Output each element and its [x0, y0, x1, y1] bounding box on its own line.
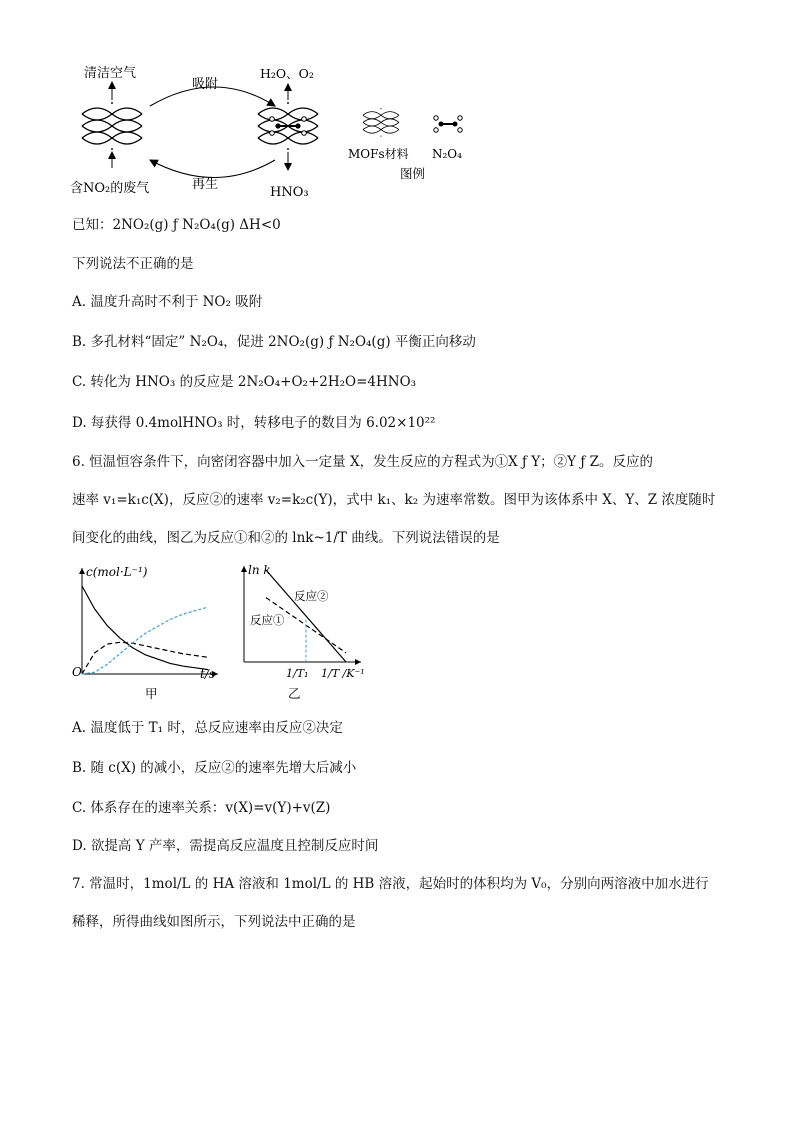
legend-mof-label: MOFs材料 [348, 147, 409, 161]
yi-tick-t1: 1/T₁ [286, 667, 309, 680]
q6-line1: 6. 恒温恒容条件下，向密闭容器中加入一定量 X，发生反应的方程式为①X ƒ Y；②Y ƒ Z。反应的 [72, 454, 654, 470]
adsorb-label: 吸附 [192, 77, 219, 92]
lnk-reciprocal-t-chart [236, 562, 371, 702]
q6-option-a: A. 温度低于 T₁ 时，总反应速率由反应②决定 [72, 720, 343, 736]
legend-title: 图例 [400, 166, 426, 181]
series-line-1 [82, 642, 208, 674]
jia-ylabel: c(mol·L⁻¹) [86, 565, 148, 579]
mof-loaded-icon [258, 102, 318, 150]
mof-left-icon [82, 102, 142, 150]
q6-option-c: C. 体系存在的速率关系：v(X)=v(Y)+v(Z) [72, 800, 331, 816]
legend-mof-icon [363, 108, 399, 137]
yi-ylabel: ln k [248, 563, 271, 577]
jia-xlabel: t/s [200, 667, 216, 681]
products-top-label: H₂O、O₂ [260, 66, 314, 81]
q6-option-b: B. 随 c(X) 的减小，反应②的速率先增大后减小 [72, 760, 357, 776]
q6-line3: 间变化的曲线，图乙为反应①和②的 lnk~1/T 曲线。下列说法错误的是 [72, 530, 500, 546]
yi-title: 乙 [288, 686, 301, 701]
q6-option-d: D. 欲提高 Y 产率，需提高反应温度且控制反应时间 [72, 838, 379, 854]
legend-n2o4-icon [434, 116, 462, 132]
waste-gas-label: 含NO₂的废气 [70, 181, 150, 196]
adsorption-regeneration-diagram [70, 60, 490, 205]
q5-option-d: D. 每获得 0.4molHNO₃ 时，转移电子的数目为 6.02×10²² [72, 415, 436, 431]
yi-xlabel: 1/T /K⁻¹ [321, 667, 365, 680]
q5-stem: 下列说法不正确的是 [72, 256, 194, 272]
series-line-0 [82, 586, 208, 670]
q5-known: 已知：2NO₂(g) ƒ N₂O₄(g) ΔH<0 [72, 217, 281, 233]
jia-title: 甲 [145, 686, 158, 701]
legend-n2o4-label: N₂O₄ [432, 147, 462, 161]
clean-air-label: 清洁空气 [84, 66, 137, 81]
q5-option-b: B. 多孔材料“固定” N₂O₄，促进 2NO₂(g) ƒ N₂O₄(g) 平衡正向移动 [72, 334, 476, 350]
jia-origin: O [72, 665, 82, 679]
regen-label: 再生 [192, 177, 219, 192]
yi-annotation-r1: 反应① [250, 613, 285, 627]
yi-annotation-r2: 反应② [294, 589, 329, 603]
q6-line2: 速率 v₁=k₁c(X)，反应②的速率 v₂=k₂c(Y)，式中 k₁、k₂ 为速率常数。图甲为该体系中 X、Y、Z 浓度随时 [72, 492, 716, 508]
q7-line1: 7. 常温时，1mol/L 的 HA 溶液和 1mol/L 的 HB 溶液，起始时的体积均为 V₀，分别向两溶液中加水进行 [72, 876, 709, 892]
q5-option-c: C. 转化为 HNO₃ 的反应是 2N₂O₄+O₂+2H₂O=4HNO₃ [72, 374, 417, 390]
concentration-time-chart [68, 562, 228, 702]
q5-option-a: A. 温度升高时不利于 NO₂ 吸附 [72, 294, 263, 310]
hno3-label: HNO₃ [270, 185, 309, 200]
q7-line2: 稀释，所得曲线如图所示，下列说法中正确的是 [72, 914, 356, 930]
